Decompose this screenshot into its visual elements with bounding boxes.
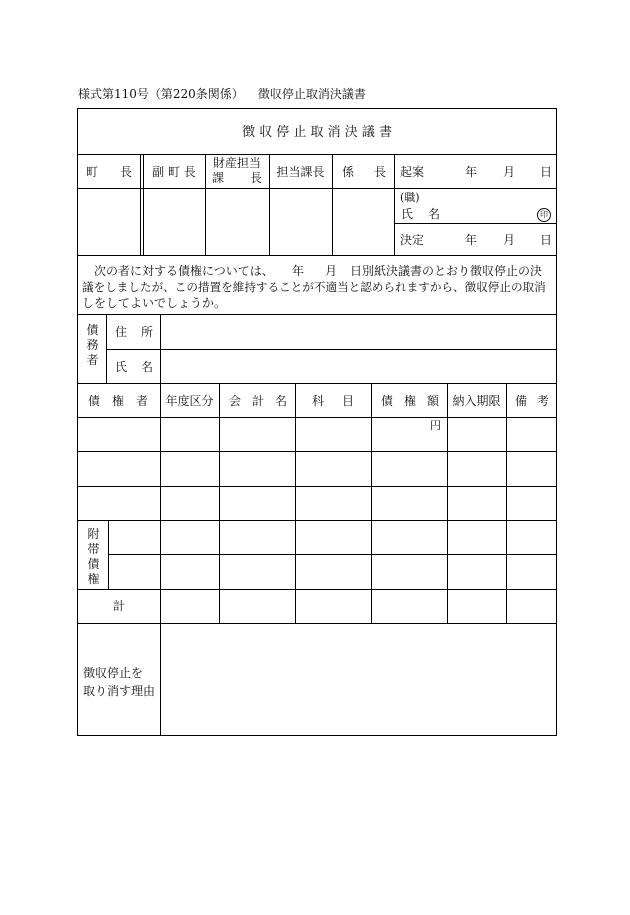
line [106,349,556,350]
line [108,520,109,589]
kian-label: 起案 [400,165,425,179]
line [447,383,448,623]
line [160,623,161,736]
line [78,623,556,624]
header-zaisan-tanto: 財産担当 [212,156,261,170]
kian-month: 月 [503,165,516,179]
line [160,314,161,383]
line [78,520,556,521]
debtor-name-label: 氏 名 [115,360,153,374]
line [78,255,556,256]
line [160,383,161,623]
line [371,383,372,623]
line [78,383,556,384]
kettei-day: 日 [540,233,553,247]
line [78,486,556,487]
line [78,589,556,590]
kettei-year: 年 [465,233,478,247]
resolution-form [77,108,557,736]
header-kacho: 課 長 [212,171,262,185]
col-account-name: 会 計 名 [229,394,287,408]
line [78,417,556,418]
col-due-date: 納入期限 [452,394,501,408]
line [295,383,296,623]
line [140,154,141,255]
line [332,154,333,255]
col-claim-amount: 債 権 額 [381,394,439,408]
statement-line1-a: 次の者に対する債権については、 [94,264,274,278]
debtor-label: 債務者 [86,323,99,367]
statement-line1-year: 年 [292,264,305,278]
line [78,188,556,189]
kettei-label: 決定 [400,233,425,247]
form-header [78,85,366,102]
line [219,383,220,623]
header-kakaricho: 係 長 [342,165,386,179]
col-fiscal-year: 年度区分 [165,394,214,408]
seal-mark [537,206,551,222]
statement-line3: しをしてよいでしょうか。 [82,296,227,310]
form-number: 様式第110号（第220条関係） [78,87,244,101]
form-title: 徴 収 停 止 取 消 決 議 書 [241,125,393,140]
reason-label-1: 徴収停止を [83,666,144,680]
line [506,383,507,623]
kettei-month: 月 [503,233,516,247]
shimei-label-2: 名 [428,207,441,221]
statement-line2: 議をしましたが、この措置を維持することが不適当と認められますから、徴収停止の取消 [82,280,546,294]
debtor-address-label: 住 所 [115,325,153,339]
col-creditor: 債 権 者 [88,394,148,408]
kian-day: 日 [540,165,553,179]
form-name: 徴収停止取消決議書 [257,87,366,101]
shoku-label: (職) [400,191,420,204]
yen-unit: 円 [430,419,441,432]
col-remarks: 備 考 [515,394,549,408]
header-fukuchocho: 副 町 長 [152,165,196,179]
line [78,154,556,155]
line [78,451,556,452]
ancillary-claims-label: 附帯債権 [87,527,100,586]
line [394,223,556,224]
reason-label-2: 取り消す理由 [83,684,156,698]
statement-line1-b: 日別紙決議書のとおり徴収停止の決 [350,264,543,278]
header-chocho: 町 長 [86,165,132,179]
shimei-label-1: 氏 [401,207,414,221]
statement-line1-month: 月 [325,264,338,278]
total-label: 計 [112,599,125,613]
line [394,154,395,255]
col-item: 科 目 [312,394,354,408]
kian-year: 年 [465,165,478,179]
line [108,554,556,555]
header-tanto-kacho: 担当課長 [276,165,325,179]
seal-icon: 印 [537,208,551,222]
line [106,314,107,383]
line [78,314,556,315]
